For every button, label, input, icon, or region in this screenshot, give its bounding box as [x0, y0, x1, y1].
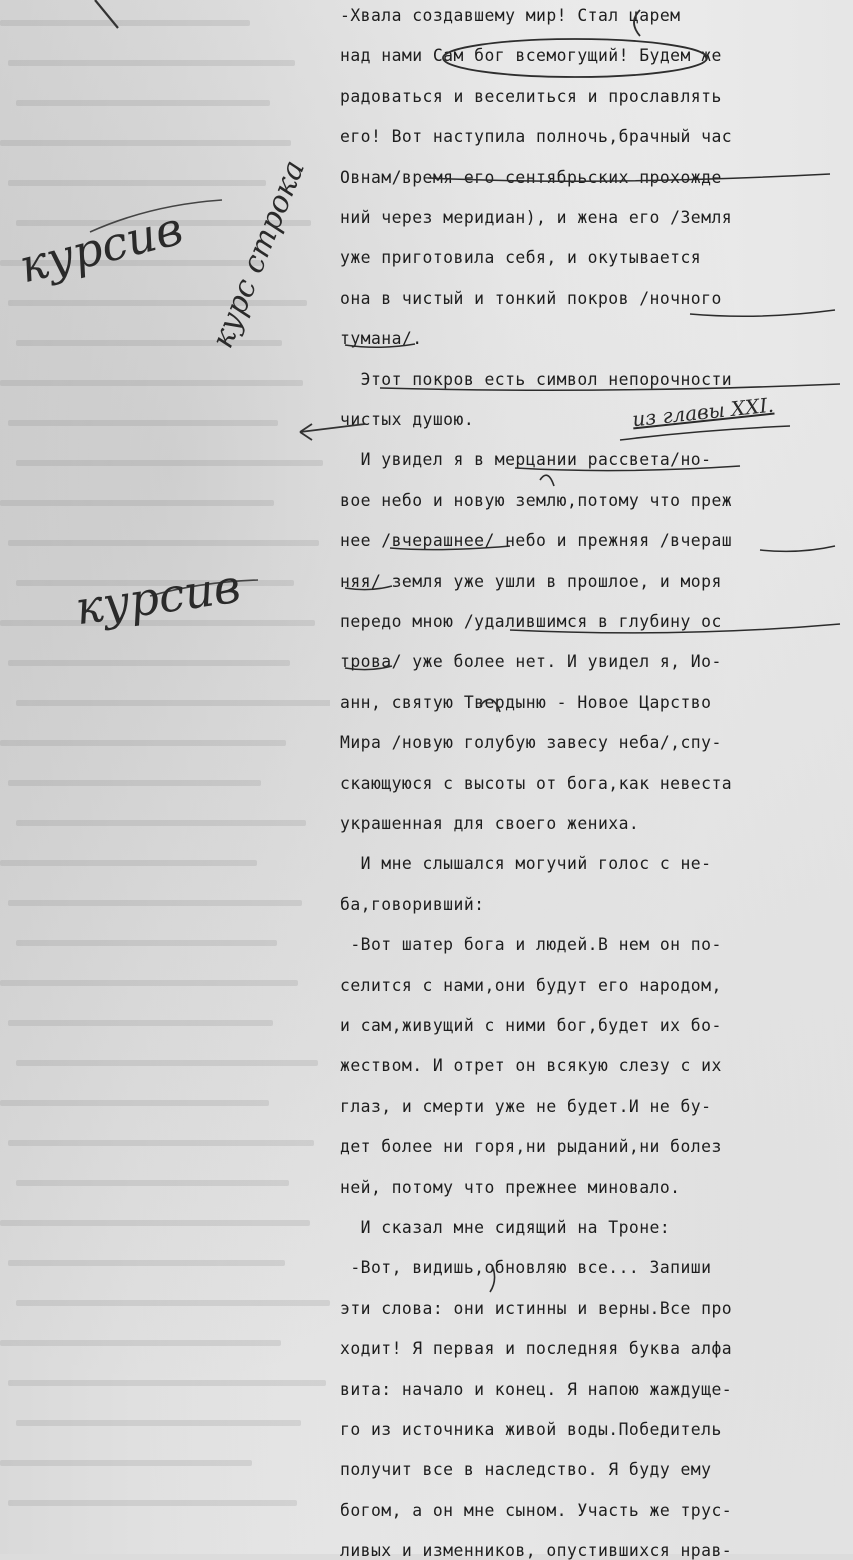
typed-line: трова/ уже более нет. И увидел я, Ио- [340, 652, 722, 672]
typed-line: селится с нами,они будут его народом, [340, 975, 722, 995]
typed-line: Этот покров есть символ непорочности [340, 369, 733, 389]
typed-line: анн, святую Твердыню - Новое Царство [340, 692, 712, 712]
typed-line: ливых и изменников, опустившихся нрав- [340, 1541, 733, 1560]
typed-line: ний через меридиан), и жена его /Земля [340, 208, 733, 227]
annotation-kursiv-stroka: курс строка [205, 155, 313, 354]
typed-line: -Хвала создавшему мир! Стал царем [340, 6, 681, 25]
typed-line: го из источника живой воды.Победитель [340, 1420, 722, 1439]
typed-line: няя/ земля уже ушли в прошлое, и моря [340, 571, 722, 591]
typed-line: и сам,живущий с ними бог,будет их бо- [340, 1016, 722, 1035]
typed-line: эти слова: они истинны и верны.Все про [340, 1298, 733, 1318]
typed-line: Мира /новую голубую завесу неба/,спу- [340, 733, 722, 753]
typed-line: И увидел я в мерцании рассвета/но- [340, 450, 712, 470]
typed-line: И сказал мне сидящий на Троне: [340, 1218, 671, 1237]
typed-line: чистых душою. [340, 410, 475, 429]
typed-line: вое небо и новую землю,потому что преж [340, 490, 733, 510]
typed-line: нее /вчерашнее/ небо и прежняя /вчераш [340, 531, 733, 551]
typed-line: -Вот шатер бога и людей.В нем он по- [340, 935, 722, 955]
typed-line: над нами Сам бог всемогущий! Будем же [340, 46, 722, 66]
typed-line: Овнам/время его сентябрьских прохожде [340, 167, 722, 187]
typed-line: дет более ни горя,ни рыданий,ни болез [340, 1137, 722, 1157]
typed-line: скающуюся с высоты от бога,как невеста [340, 773, 733, 793]
typed-line: украшенная для своего жениха. [340, 814, 640, 833]
typed-line: получит все в наследство. Я буду ему [340, 1460, 712, 1480]
typed-line: ходит! Я первая и последняя буква алфа [340, 1339, 733, 1359]
typed-line: вита: начало и конец. Я напою жаждуще- [340, 1379, 733, 1399]
typed-line: радоваться и веселиться и прославлять [340, 86, 722, 106]
typed-line: его! Вот наступила полночь,брачный час [340, 127, 733, 147]
typed-line: богом, а он мне сыном. Участь же трус- [340, 1500, 733, 1520]
typed-line: она в чистый и тонкий покров /ночного [340, 288, 722, 308]
annotation-chapter-note: из главы XXI. [631, 392, 775, 432]
annotation-kursiv-mid: курсив [72, 558, 244, 636]
typed-line: жеством. И отрет он всякую слезу с их [340, 1056, 722, 1076]
typed-line: глаз, и смерти уже не будет.И не бу- [340, 1096, 712, 1116]
typed-line: ба,говоривший: [340, 894, 485, 914]
annotation-kursiv-top: курсив [13, 200, 188, 294]
typed-line: тумана/. [340, 329, 423, 349]
typed-line: ней, потому что прежнее миновало. [340, 1177, 681, 1197]
typed-line: передо мною /удалившимся в глубину ос [340, 612, 722, 631]
typed-line: уже приготовила себя, и окутывается [340, 248, 702, 268]
typed-line: -Вот, видишь,обновляю все... Запиши [340, 1258, 712, 1278]
typed-line: И мне слышался могучий голос с не- [340, 854, 712, 874]
